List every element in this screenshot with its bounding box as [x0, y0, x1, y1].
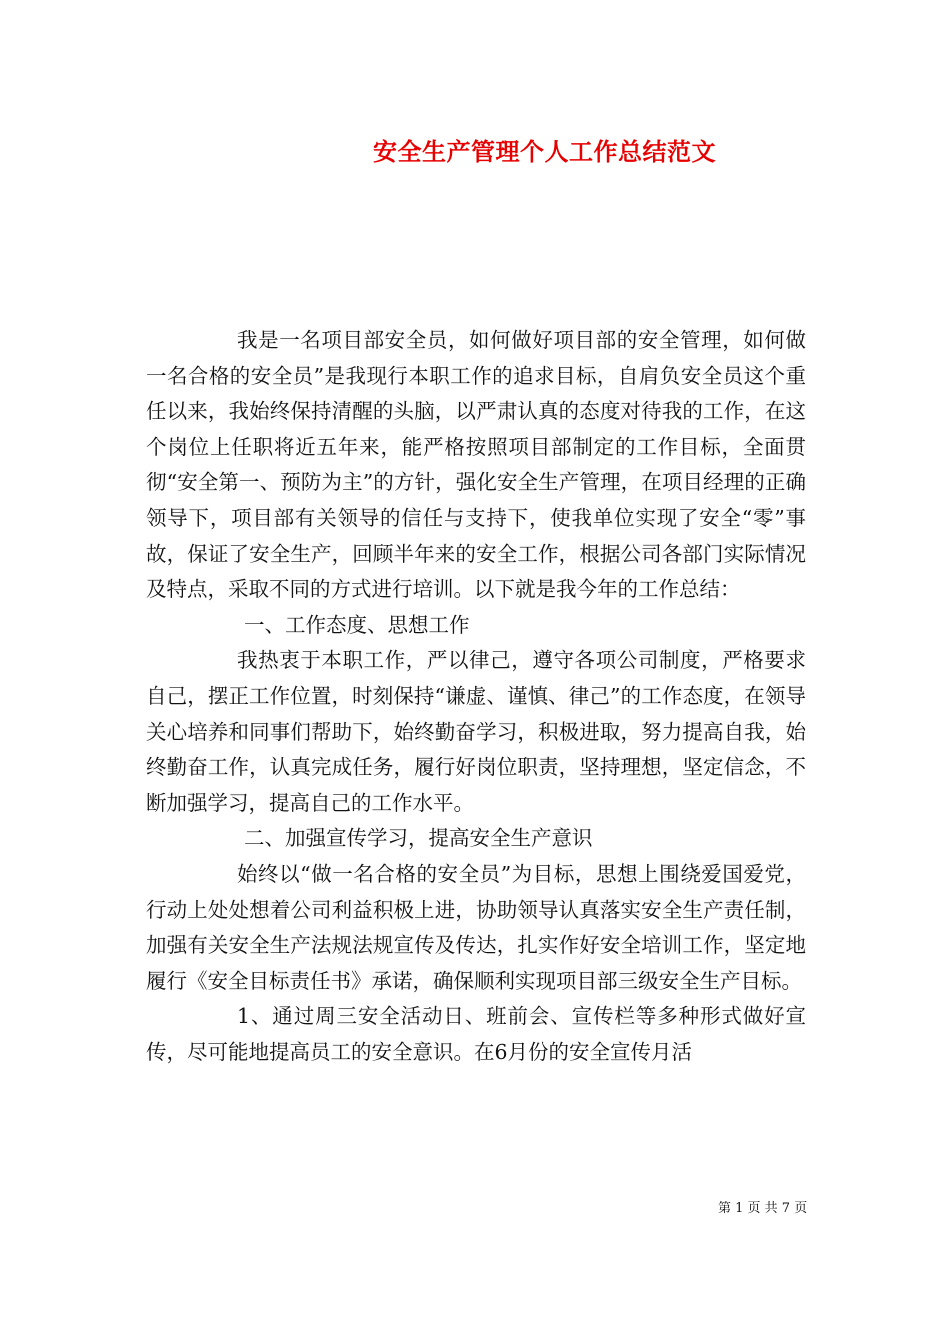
body-paragraph: 我是一名项目部安全员，如何做好项目部的安全管理，如何做一名合格的安全员”是我现行本职工作的追求目标，自肩负安全员这个重任以来，我始终保持清醒的头脑，以严肃认真的态度对待我的工作，在这个岗位上任职将近五年来，能严格按照项目部制定的工作目标，全面贯彻“安全第一、预防为主”的方针，强化安全生产管理，在项目经理的正确领导下，项目部有关领导的信任与支持下，使我单位实现了安全“零”事故，保证了安全生产，回顾半年来的安全工作，根据公司各部门实际情况及特点，采取不同的方式进行培训。以下就是我今年的工作总结：: [146, 328, 806, 602]
body-paragraph: 1、通过周三安全活动日、班前会、宣传栏等多种形式做好宣传，尽可能地提高员工的安全意识。在6月份的安全宣传月活: [146, 1004, 806, 1064]
body-paragraph: 始终以“做一名合格的安全员”为目标，思想上围绕爱国爱党，行动上处处想着公司利益积极上进，协助领导认真落实安全生产责任制，加强有关安全生产法规法规宣传及传达，扎实作好安全培训工作，坚定地履行《安全目标责任书》承诺，确保顺利实现项目部三级安全生产目标。: [146, 861, 806, 993]
document-title: 安全生产管理个人工作总结范文: [373, 137, 716, 166]
section-heading: 一、工作态度、思想工作: [244, 612, 470, 637]
body-paragraph: 我热衷于本职工作，严以律己，遵守各项公司制度，严格要求自己，摆正工作位置，时刻保持“谦虚、谨慎、律己”的工作态度，在领导关心培养和同事们帮助下，始终勤奋学习，积极进取，努力提高自我，始终勤奋工作，认真完成任务，履行好岗位职责，坚持理想，坚定信念，不断加强学习，提高自己的工作水平。: [146, 648, 806, 815]
section-heading: 二、加强宣传学习，提高安全生产意识: [244, 826, 593, 851]
document-body: [146, 323, 806, 1070]
page-number: 第 1 页 共 7 页: [718, 1201, 808, 1216]
